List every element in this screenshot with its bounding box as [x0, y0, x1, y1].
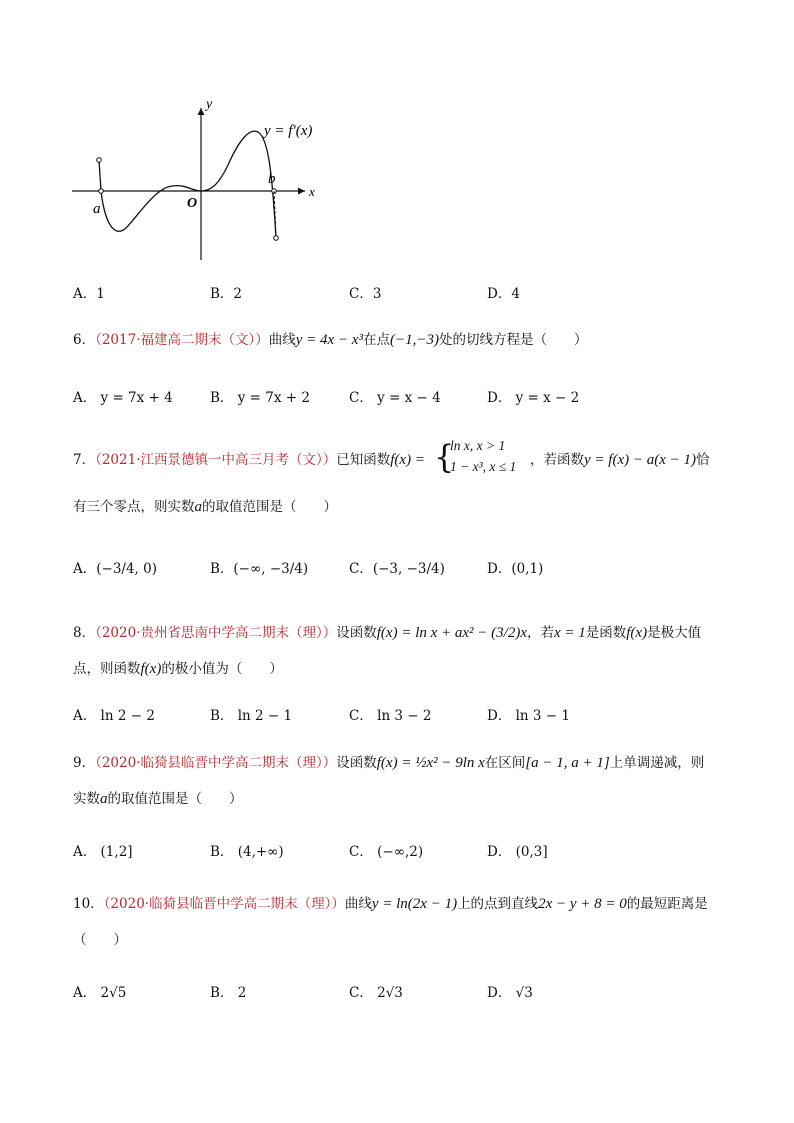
question-7-cont — [530, 450, 710, 470]
f-prime-curve — [99, 131, 276, 238]
q6-stem-b: 在点 — [362, 332, 390, 348]
question-10 — [73, 894, 708, 914]
q7-option-c: C．(−3, −3/4) — [349, 561, 445, 577]
q8-f: f(x) — [626, 625, 648, 641]
q8-f2: f(x) — [140, 661, 162, 677]
q10-option-a: A． 2√5 — [73, 985, 127, 1001]
question-7-line2 — [73, 497, 337, 517]
q8-x1: x = 1 — [553, 625, 586, 641]
q7-line2-a: 有三个零点，则实数 — [73, 499, 195, 515]
q8-option-c: C． ln 3 − 2 — [349, 708, 432, 724]
q5-option-d: D．4 — [487, 286, 520, 302]
origin-label: O — [187, 196, 198, 211]
q8-option-d: D． ln 3 − 1 — [487, 708, 570, 724]
q9-option-c: C． (−∞,2) — [349, 844, 424, 860]
a-point — [99, 189, 104, 194]
q7-brace: { — [434, 438, 455, 476]
q6-number: 6． — [73, 332, 96, 348]
q9-number: 9． — [73, 755, 96, 771]
q5-option-c: C．3 — [349, 286, 382, 302]
q8-stem-d: 是极大值 — [647, 625, 702, 641]
q9-source: （2020·临猗县临晋中学高二期末（理）） — [95, 755, 337, 771]
q7-option-a: A．(−3/4, 0) — [73, 561, 157, 577]
q8-fx: f(x) = ln x + ax² − (3/2)x — [376, 625, 527, 641]
q8-stem-b: ，若 — [526, 625, 554, 641]
q6-option-d: D． y = x − 2 — [487, 390, 580, 406]
question-9-line2 — [73, 789, 243, 809]
q6-option-a: A． y = 7x + 4 — [73, 390, 173, 406]
derivative-graph — [60, 90, 340, 270]
q8-option-a: A． ln 2 − 2 — [73, 708, 155, 724]
graph-svg — [60, 90, 340, 270]
q9-stem-b: 在区间 — [484, 755, 526, 771]
q7-stem-b: ，若函数 — [530, 452, 584, 468]
q8-number: 8． — [73, 625, 96, 641]
a-label: a — [93, 201, 101, 217]
y-label: y — [206, 97, 213, 112]
q9-fx: f(x) = ½x² − 9ln x — [376, 755, 485, 771]
left-endpoint — [97, 158, 102, 163]
q7-fx: f(x) = — [390, 452, 425, 468]
q9-line2-b: 的取值范围是（ ） — [107, 791, 243, 807]
q7-stem-c: 恰 — [696, 452, 710, 468]
right-endpoint — [274, 236, 279, 241]
q5-option-a: A．1 — [73, 286, 105, 302]
q10-stem-c: 的最短距离是 — [626, 896, 708, 912]
q7-number: 7． — [73, 452, 96, 468]
q10-stem-a: 曲线 — [344, 896, 372, 912]
q8-stem-c: 是函数 — [585, 625, 627, 641]
q6-option-b: B． y = 7x + 2 — [210, 390, 310, 406]
q7-option-b: B．(−∞, −3/4) — [210, 561, 309, 577]
q10-curve: y = ln(2x − 1) — [371, 896, 458, 912]
q8-option-b: B． ln 2 − 1 — [210, 708, 293, 724]
q6-option-c: C． y = x − 4 — [349, 390, 441, 406]
question-7 — [73, 450, 425, 470]
question-10-line2: （ ） — [73, 932, 127, 948]
q7-source: （2021·江西景德镇一中高三月考（文）） — [95, 452, 337, 468]
q7-case-1: ln x, x > 1 — [450, 438, 506, 453]
question-8-line2 — [73, 659, 283, 679]
question-9 — [73, 753, 704, 773]
q7-var: a — [194, 499, 202, 515]
q9-line2-a: 实数 — [73, 791, 100, 807]
q10-stem-b: 上的点到直线 — [457, 896, 539, 912]
question-8 — [73, 623, 701, 643]
q9-stem-c: 上单调递减，则 — [609, 755, 705, 771]
q8-stem-a: 设函数 — [336, 625, 377, 641]
curve-label: y = f′(x) — [264, 123, 313, 139]
q9-var: a — [100, 791, 108, 807]
x-label: x — [309, 184, 315, 199]
q6-stem-a: 曲线 — [268, 332, 296, 348]
q9-interval: [a − 1, a + 1] — [525, 755, 610, 771]
q6-stem-c: 处的切线方程是（ ） — [438, 332, 588, 348]
q6-point: (−1,−3) — [389, 332, 439, 348]
q7-case-2: 1 − x³, x ≤ 1 — [450, 459, 517, 474]
q9-option-b: B． (4,+∞) — [210, 844, 284, 860]
q10-option-c: C． 2√3 — [349, 985, 403, 1001]
q8-line2-a: 点，则函数 — [73, 661, 141, 677]
q6-equation: y = 4x − x³ — [295, 332, 363, 348]
question-6 — [73, 330, 587, 350]
q10-option-d: D． √3 — [487, 985, 533, 1001]
q9-option-d: D． (0,3] — [487, 844, 548, 860]
q9-stem-a: 设函数 — [336, 755, 377, 771]
q7-option-d: D．(0,1) — [487, 561, 544, 577]
q5-option-b: B．2 — [210, 286, 243, 302]
q7-g: y = f(x) − a(x − 1) — [584, 452, 696, 468]
q6-source: （2017·福建高二期末（文）） — [95, 332, 269, 348]
q7-stem-a: 已知函数 — [336, 452, 391, 468]
q9-option-a: A． (1,2] — [73, 844, 133, 860]
q10-number: 10． — [73, 896, 104, 912]
q8-source: （2020·贵州省思南中学高二期末（理）） — [95, 625, 337, 641]
q8-line2-b: 的极小值为（ ） — [161, 661, 283, 677]
q10-option-b: B． 2 — [210, 985, 247, 1001]
b-label: b — [268, 171, 276, 187]
q10-line: 2x − y + 8 = 0 — [538, 896, 627, 912]
q7-line2-b: 的取值范围是（ ） — [202, 499, 337, 515]
q10-source: （2020·临猗县临晋中学高二期末（理）） — [103, 896, 345, 912]
